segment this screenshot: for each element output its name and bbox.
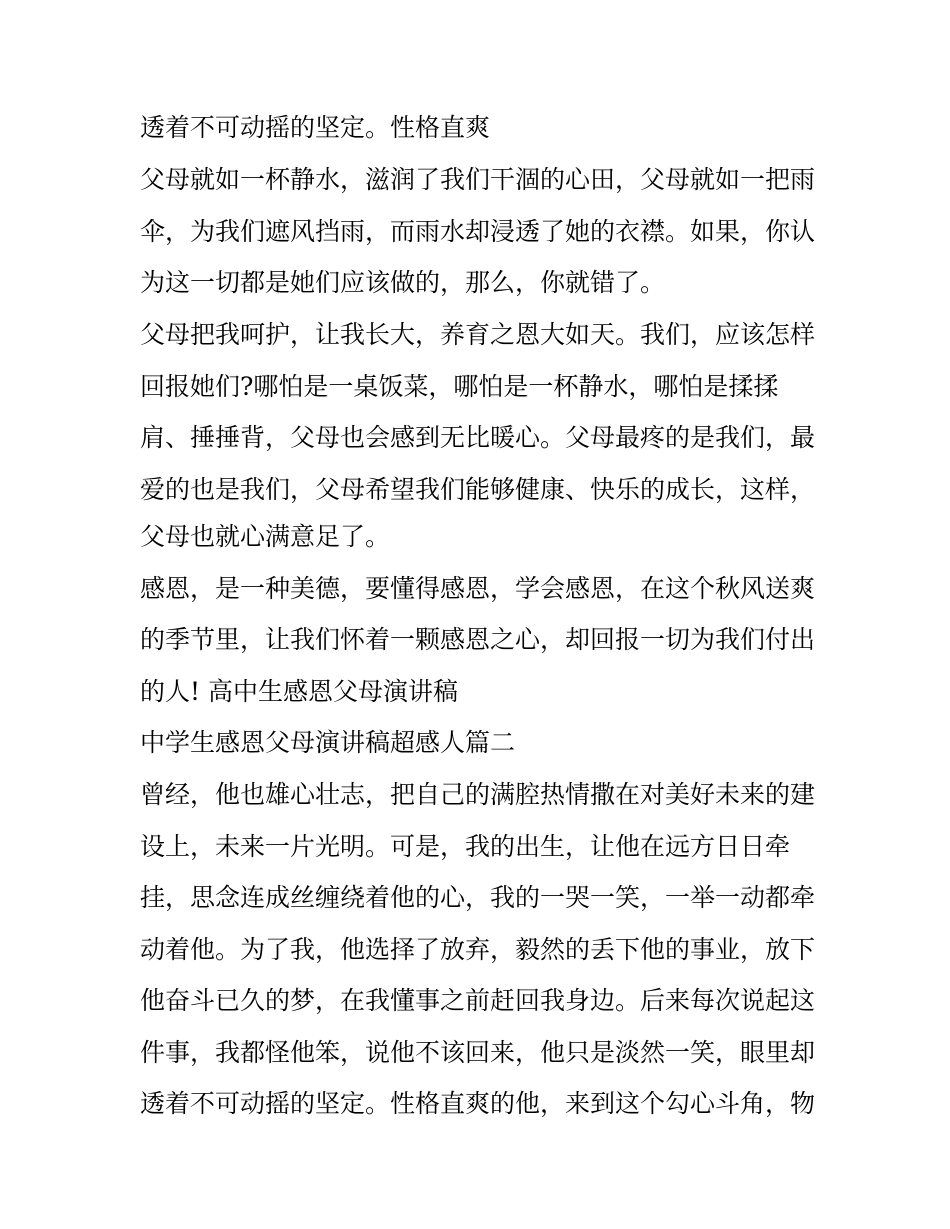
text-line: 透着不可动摇的坚定。性格直爽的他，来到这个勾心斗角，物	[140, 1089, 816, 1118]
text-line: 设上，未来一片光明。可是，我的出生，让他在远方日日牵	[140, 832, 791, 861]
text-line: 的季节里，让我们怀着一颗感恩之心，却回报一切为我们付出	[140, 625, 816, 654]
text-line: 为这一切都是她们应该做的，那么，你就错了。	[140, 268, 666, 297]
text-line: 中学生感恩父母演讲稿超感人篇二	[140, 728, 516, 757]
text-line: 回报她们?哪怕是一桌饭菜，哪怕是一杯静水，哪怕是揉揉	[140, 372, 779, 401]
text-line: 件事，我都怪他笨，说他不该回来，他只是淡然一笑，眼里却	[140, 1038, 816, 1067]
text-line: 父母把我呵护，让我长大，养育之恩大如天。我们，应该怎样	[140, 320, 816, 349]
text-line: 肩、捶捶背，父母也会感到无比暖心。父母最疼的是我们，最	[140, 423, 816, 452]
text-line: 父母也就心满意足了。	[140, 522, 391, 551]
text-line: 挂，思念连成丝缠绕着他的心，我的一哭一笑，一举一动都牵	[140, 883, 816, 912]
text-line: 的人! 高中生感恩父母演讲稿	[140, 677, 458, 706]
text-line: 伞，为我们遮风挡雨，而雨水却浸透了她的衣襟。如果，你认	[140, 217, 816, 246]
text-line: 爱的也是我们，父母希望我们能够健康、快乐的成长，这样，	[140, 475, 816, 504]
text-line: 他奋斗已久的梦，在我懂事之前赶回我身边。后来每次说起这	[140, 986, 816, 1015]
text-line: 父母就如一杯静水，滋润了我们干涸的心田，父母就如一把雨	[140, 165, 816, 194]
text-line: 动着他。为了我，他选择了放弃，毅然的丢下他的事业，放下	[140, 935, 816, 964]
text-line: 感恩，是一种美德，要懂得感恩，学会感恩，在这个秋风送爽	[140, 574, 816, 603]
text-line: 曾经，他也雄心壮志，把自己的满腔热情撒在对美好未来的建	[140, 780, 816, 809]
text-line: 透着不可动摇的坚定。性格直爽	[140, 113, 491, 142]
